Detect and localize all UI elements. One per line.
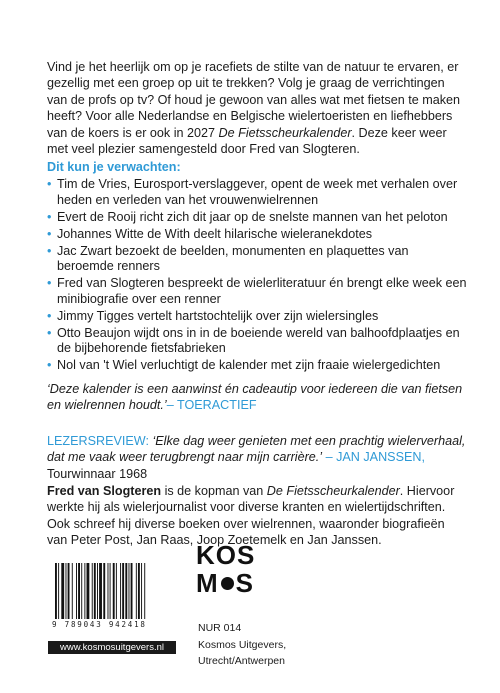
publisher-name: Kosmos Uitgevers, bbox=[198, 638, 287, 651]
intro-text-end: . Deze keer weer met veel plezier samengesteld door Fred van Slogteren. bbox=[47, 125, 447, 157]
intro-calendar-title: De Fietsscheurkalender bbox=[218, 125, 352, 140]
nur-code: NUR 014 bbox=[198, 622, 242, 634]
expect-heading: Dit kun je verwachten: bbox=[47, 160, 181, 174]
logo-top-row: KOS bbox=[196, 540, 256, 570]
list-item: • Jimmy Tigges vertelt hartstochtelijk over zijn wielersingles bbox=[47, 308, 379, 323]
intro-paragraph bbox=[47, 59, 467, 157]
press-quote-text: ‘Deze kalender is een aanwinst én cadeautip voor iedereen die van fietsen en wielrennen houdt.’ bbox=[47, 382, 463, 413]
author-name: Fred van Slogteren bbox=[47, 484, 162, 498]
review-tail: Tourwinnaar 1968 bbox=[47, 466, 148, 481]
barcode bbox=[52, 561, 176, 621]
bio-calendar-title: De Fietsscheurkalender bbox=[266, 484, 400, 498]
publisher-info bbox=[198, 620, 286, 670]
list-item: • Otto Beaujon wijdt ons in in de boeiende wereld van balhoofdplaatjes en de bijbehorende fietsfabrieken bbox=[47, 325, 460, 355]
bullet-icon: • bbox=[47, 308, 52, 323]
intro-text: Vind je het heerlijk om op je racefiets de stilte van de natuur te ervaren, er gezellig met een groep op uit te trekken? Volg je graag de verrichtingen van de profs op tv? Of houd je gewoon van alles wat met fietsen te maken heeft? Voor alle Nederlandse en Belgische wielertoeristen en liefhebbers van de koers is er ook in 2027 bbox=[47, 60, 461, 140]
logo-dot-icon bbox=[221, 577, 234, 590]
review-source: – JAN JANSSEN, bbox=[322, 450, 425, 465]
bullet-icon: • bbox=[47, 243, 52, 258]
bullet-icon: • bbox=[47, 358, 52, 372]
list-item: • Fred van Slogteren bespreekt de wielerliteratuur én brengt elke week een minibiografie over een renner bbox=[47, 276, 467, 306]
bullet-icon: • bbox=[47, 177, 52, 191]
reader-review bbox=[47, 433, 467, 482]
bullet-icon: • bbox=[47, 209, 52, 224]
list-item: • Johannes Witte de With deelt hilarische wieleranekdotes bbox=[47, 226, 373, 241]
author-bio: Fred van Slogteren is de kopman van De Fietsscheurkalender. Hiervoor werkte hij als wielerjournalist voor diverse kranten en wielertijdschriften. Ook schreef hij diverse boeken over wielrennen, waaronder biografieën van Peter Post, Jan Raas, Joop Zoetemelk en Jan Janssen. bbox=[47, 484, 455, 548]
review-text: ‘Elke dag weer genieten met een prachtig wielerverhaal, dat me vaak weer terugbrengt naar mijn carrière.’ bbox=[47, 434, 466, 465]
list-item: • Jac Zwart bezoekt de beelden, monumenten en plaquettes van beroemde renners bbox=[47, 243, 409, 273]
list-item: • Nol van 't Wiel verluchtigt de kalender met zijn fraaie wielergedichten bbox=[47, 358, 441, 372]
barcode-number: 9 789043 942418 bbox=[52, 620, 147, 629]
expect-list bbox=[47, 177, 467, 375]
publisher-city: Utrecht/Antwerpen bbox=[198, 655, 285, 667]
publisher-url: www.kosmosuitgevers.nl bbox=[48, 641, 176, 654]
review-label: LEZERSREVIEW: bbox=[47, 434, 149, 448]
press-quote-source: – TOERACTIEF bbox=[166, 398, 257, 413]
bullet-icon: • bbox=[47, 325, 52, 340]
bullet-icon: • bbox=[47, 226, 52, 241]
bullet-icon: • bbox=[47, 276, 52, 290]
list-item: • Evert de Rooij richt zich dit jaar op de snelste mannen van het peloton bbox=[47, 209, 448, 224]
logo-bottom-row: M S bbox=[196, 568, 255, 598]
barcode-icon bbox=[52, 561, 176, 621]
kosmos-logo bbox=[196, 541, 260, 605]
list-item: • Tim de Vries, Eurosport-verslaggever, opent de week met verhalen over heden en verleden van het vrouwenwielrennen bbox=[47, 177, 458, 207]
press-quote bbox=[47, 381, 467, 414]
